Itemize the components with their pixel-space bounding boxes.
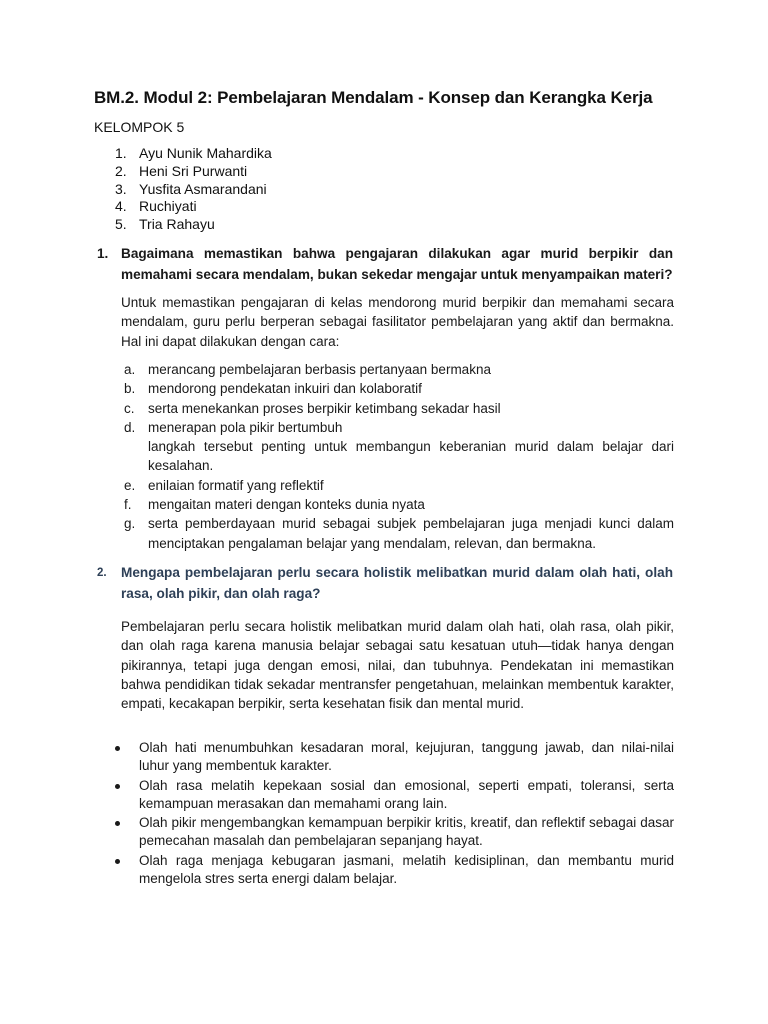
question-text: Bagaimana memastikan bahwa pengajaran dilakukan agar murid berpikir dan memahami secara mendalam, bukan sekedar mengajar untuk menyampaikan materi? <box>121 246 673 282</box>
bullet-text: Olah raga menjaga kebugaran jasmani, melatih kedisiplinan, dan membantu murid mengelola stres serta energi dalam belajar. <box>139 852 674 887</box>
list-item <box>121 360 674 379</box>
question-number: 2. <box>97 567 107 579</box>
list-item <box>121 418 674 437</box>
bullet-text: Olah pikir mengembangkan kemampuan berpikir kritis, kreatif, dan reflektif sebagai dasar pemecahan masalah dan pembelajaran sepanjang hayat. <box>139 815 674 849</box>
member-list <box>115 145 272 234</box>
member-name: Ruchiyati <box>139 198 197 215</box>
bullet-dot-icon <box>115 821 120 826</box>
member-number: 1. <box>115 145 127 161</box>
answer-2-paragraph: Pembelajaran perlu secara holistik melibatkan murid dalam olah hati, olah rasa, olah pikir, dan olah raga karena manusia belajar sebagai satu kesatuan utuh—tidak hanya dengan pikirannya, tetapi juga dengan emosi, nilai, dan tubuhnya. Pendekatan ini memastikan bahwa pendidikan tidak sekadar mentransfer pengetahuan, melainkan membentuk karakter, empati, kecakapan berpikir, serta kesehatan fisik dan mental murid. <box>121 619 674 712</box>
member-name: Tria Rahayu <box>139 216 215 233</box>
list-item-continuation <box>121 437 674 476</box>
list-text: menerapan pola pikir bertumbuh <box>148 419 343 435</box>
question-text: Mengapa pembelajaran perlu secara holistik melibatkan murid dalam olah hati, olah rasa, olah pikir, dan olah raga? <box>121 565 673 601</box>
group-name: KELOMPOK 5 <box>94 119 185 135</box>
answer-1-paragraph: Untuk memastikan pengajaran di kelas mendorong murid berpikir dan memahami secara mendalam, guru perlu berperan sebagai fasilitator pembelajaran yang aktif dan bermakna. Hal ini dapat dilakukan dengan cara: <box>121 295 674 349</box>
list-text: enilaian formatif yang reflektif <box>148 477 324 493</box>
list-text: serta menekankan proses berpikir ketimbang sekadar hasil <box>148 400 501 416</box>
answer-1-list <box>121 360 674 553</box>
list-marker: d. <box>124 419 136 435</box>
list-text: langkah tersebut penting untuk membangun keberanian murid dalam belajar dari kesalahan. <box>148 439 674 474</box>
list-marker: c. <box>124 400 135 416</box>
member-name: Yusfita Asmarandani <box>139 180 267 197</box>
member-number: 3. <box>115 180 127 197</box>
bullet-item <box>115 739 674 776</box>
question-number: 1. <box>97 246 109 261</box>
bullet-item <box>115 852 674 889</box>
bullet-dot-icon <box>115 859 120 864</box>
answer-2-bullets <box>115 739 674 889</box>
member-number: 5. <box>115 216 127 233</box>
bullet-item <box>115 814 674 851</box>
list-marker: b. <box>124 381 136 397</box>
list-item <box>121 379 674 398</box>
member-item <box>115 216 272 234</box>
list-marker: g. <box>124 516 136 532</box>
bullet-dot-icon <box>115 784 120 789</box>
list-text: mendorong pendekatan inkuiri dan kolaboratif <box>148 381 422 397</box>
member-item <box>115 198 272 216</box>
member-name: Heni Sri Purwanti <box>139 162 248 179</box>
bullet-item <box>115 777 674 814</box>
list-marker: a. <box>124 362 136 377</box>
list-marker: e. <box>124 477 136 493</box>
list-text: serta pemberdayaan murid sebagai subjek pembelajaran juga menjadi kunci dalam menciptakan pengalaman belajar yang mendalam, relevan, dan bermakna. <box>148 516 674 551</box>
list-item <box>121 495 674 514</box>
list-item <box>121 514 674 553</box>
list-item <box>121 399 674 418</box>
list-text: mengaitan materi dengan konteks dunia nyata <box>148 497 425 513</box>
document-title: BM.2. Modul 2: Pembelajaran Mendalam - Konsep dan Kerangka Kerja <box>94 88 653 107</box>
member-item <box>115 145 272 163</box>
list-marker: f. <box>124 497 132 513</box>
bullet-text: Olah rasa melatih kepekaan sosial dan emosional, seperti empati, toleransi, serta kemampuan merasakan dan memahami orang lain. <box>139 777 674 811</box>
member-item <box>115 163 272 181</box>
member-number: 4. <box>115 198 127 215</box>
bullet-dot-icon <box>115 746 120 751</box>
member-number: 2. <box>115 162 127 179</box>
bullet-text: Olah hati menumbuhkan kesadaran moral, kejujuran, tanggung jawab, dan nilai-nilai luhur yang membentuk karakter. <box>139 740 674 774</box>
member-name: Ayu Nunik Mahardika <box>139 145 272 161</box>
member-item <box>115 181 272 199</box>
list-text: merancang pembelajaran berbasis pertanyaan bermakna <box>148 362 491 377</box>
list-item <box>121 476 674 495</box>
